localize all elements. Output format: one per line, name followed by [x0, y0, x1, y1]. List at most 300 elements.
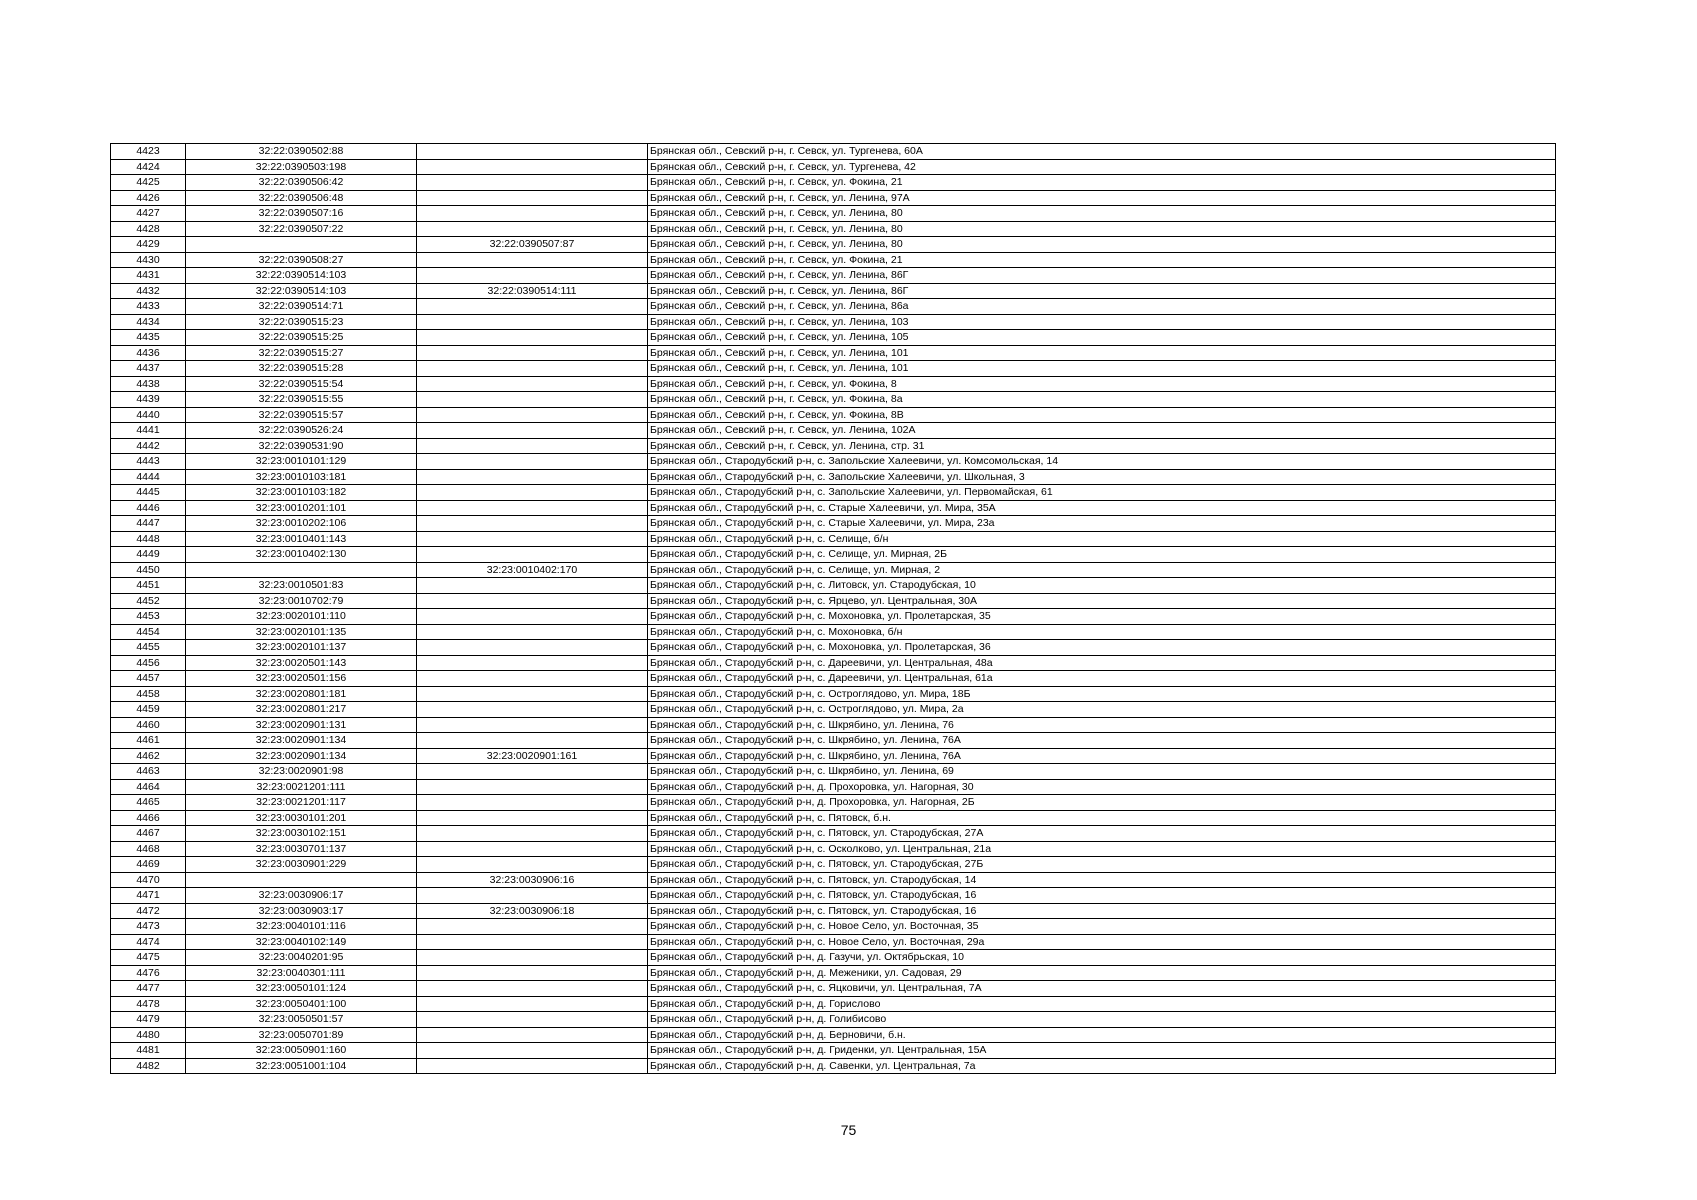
row-number-cell: 4439 — [111, 392, 186, 408]
cadastral-number-cell: 32:23:0050501:57 — [186, 1012, 417, 1028]
related-cadastral-number-cell — [417, 640, 648, 656]
cadastral-number-cell: 32:23:0020501:156 — [186, 671, 417, 687]
related-cadastral-number-cell: 32:23:0030906:18 — [417, 903, 648, 919]
related-cadastral-number-cell: 32:22:0390514:111 — [417, 283, 648, 299]
cadastral-number-cell: 32:22:0390515:28 — [186, 361, 417, 377]
address-cell: Брянская обл., Стародубский р-н, с. Дареевичи, ул. Центральная, 61а — [648, 671, 1556, 687]
row-number-cell: 4438 — [111, 376, 186, 392]
address-cell: Брянская обл., Севский р-н, г. Севск, ул. Ленина, 103 — [648, 314, 1556, 330]
row-number-cell: 4481 — [111, 1043, 186, 1059]
table-row — [111, 531, 1556, 547]
cadastral-number-cell: 32:23:0010103:182 — [186, 485, 417, 501]
address-cell: Брянская обл., Стародубский р-н, с. Остроглядово, ул. Мира, 18Б — [648, 686, 1556, 702]
table-row — [111, 237, 1556, 253]
table-row — [111, 655, 1556, 671]
cadastral-number-cell: 32:22:0390508:27 — [186, 252, 417, 268]
table-row — [111, 268, 1556, 284]
row-number-cell: 4459 — [111, 702, 186, 718]
row-number-cell: 4433 — [111, 299, 186, 315]
row-number-cell: 4425 — [111, 175, 186, 191]
row-number-cell: 4480 — [111, 1027, 186, 1043]
row-number-cell: 4477 — [111, 981, 186, 997]
table-row — [111, 562, 1556, 578]
related-cadastral-number-cell — [417, 779, 648, 795]
row-number-cell: 4437 — [111, 361, 186, 377]
address-cell: Брянская обл., Стародубский р-н, с. Шкрябино, ул. Ленина, 76А — [648, 733, 1556, 749]
cadastral-number-cell: 32:23:0021201:117 — [186, 795, 417, 811]
address-cell: Брянская обл., Стародубский р-н, с. Запольские Халеевичи, ул. Школьная, 3 — [648, 469, 1556, 485]
row-number-cell: 4453 — [111, 609, 186, 625]
related-cadastral-number-cell — [417, 252, 648, 268]
table-row — [111, 609, 1556, 625]
address-cell: Брянская обл., Стародубский р-н, с. Мохоновка, б/н — [648, 624, 1556, 640]
table-row — [111, 981, 1556, 997]
table-row — [111, 376, 1556, 392]
address-cell: Брянская обл., Стародубский р-н, с. Осколково, ул. Центральная, 21а — [648, 841, 1556, 857]
row-number-cell: 4449 — [111, 547, 186, 563]
cadastral-number-cell: 32:22:0390507:16 — [186, 206, 417, 222]
table-row — [111, 841, 1556, 857]
cadastral-number-cell: 32:23:0030102:151 — [186, 826, 417, 842]
cadastral-number-cell: 32:22:0390506:48 — [186, 190, 417, 206]
table-row — [111, 283, 1556, 299]
address-cell: Брянская обл., Севский р-н, г. Севск, ул. Фокина, 21 — [648, 252, 1556, 268]
row-number-cell: 4455 — [111, 640, 186, 656]
row-number-cell: 4454 — [111, 624, 186, 640]
address-cell: Брянская обл., Севский р-н, г. Севск, ул. Ленина, 80 — [648, 237, 1556, 253]
cadastral-number-cell: 32:23:0020901:134 — [186, 733, 417, 749]
related-cadastral-number-cell — [417, 609, 648, 625]
table-row — [111, 996, 1556, 1012]
registry-table — [110, 143, 1556, 1074]
related-cadastral-number-cell — [417, 438, 648, 454]
row-number-cell: 4435 — [111, 330, 186, 346]
cadastral-number-cell: 32:23:0020901:98 — [186, 764, 417, 780]
address-cell: Брянская обл., Севский р-н, г. Севск, ул. Фокина, 8В — [648, 407, 1556, 423]
row-number-cell: 4478 — [111, 996, 186, 1012]
row-number-cell: 4444 — [111, 469, 186, 485]
address-cell: Брянская обл., Стародубский р-н, д. Берновичи, б.н. — [648, 1027, 1556, 1043]
address-cell: Брянская обл., Севский р-н, г. Севск, ул. Ленина, 86Г — [648, 268, 1556, 284]
address-cell: Брянская обл., Стародубский р-н, с. Пятовск, ул. Стародубская, 27Б — [648, 857, 1556, 873]
table-row — [111, 965, 1556, 981]
related-cadastral-number-cell — [417, 1027, 648, 1043]
related-cadastral-number-cell — [417, 361, 648, 377]
cadastral-number-cell: 32:22:0390515:25 — [186, 330, 417, 346]
related-cadastral-number-cell — [417, 919, 648, 935]
related-cadastral-number-cell — [417, 950, 648, 966]
cadastral-number-cell: 32:23:0050101:124 — [186, 981, 417, 997]
cadastral-number-cell: 32:23:0030701:137 — [186, 841, 417, 857]
address-cell: Брянская обл., Стародубский р-н, с. Пятовск, ул. Стародубская, 27А — [648, 826, 1556, 842]
row-number-cell: 4467 — [111, 826, 186, 842]
address-cell: Брянская обл., Стародубский р-н, д. Савенки, ул. Центральная, 7а — [648, 1058, 1556, 1074]
related-cadastral-number-cell — [417, 392, 648, 408]
cadastral-number-cell: 32:23:0040301:111 — [186, 965, 417, 981]
cadastral-number-cell: 32:22:0390506:42 — [186, 175, 417, 191]
related-cadastral-number-cell: 32:23:0030906:16 — [417, 872, 648, 888]
table-row — [111, 1043, 1556, 1059]
address-cell: Брянская обл., Стародубский р-н, с. Яцковичи, ул. Центральная, 7А — [648, 981, 1556, 997]
table-row — [111, 857, 1556, 873]
related-cadastral-number-cell — [417, 268, 648, 284]
cadastral-number-cell: 32:23:0030101:201 — [186, 810, 417, 826]
table-row — [111, 516, 1556, 532]
related-cadastral-number-cell — [417, 299, 648, 315]
related-cadastral-number-cell — [417, 175, 648, 191]
row-number-cell: 4469 — [111, 857, 186, 873]
table-row — [111, 686, 1556, 702]
row-number-cell: 4458 — [111, 686, 186, 702]
cadastral-number-cell: 32:22:0390515:55 — [186, 392, 417, 408]
table-row — [111, 469, 1556, 485]
row-number-cell: 4463 — [111, 764, 186, 780]
row-number-cell: 4428 — [111, 221, 186, 237]
cadastral-number-cell: 32:22:0390531:90 — [186, 438, 417, 454]
row-number-cell: 4432 — [111, 283, 186, 299]
cadastral-number-cell: 32:23:0010103:181 — [186, 469, 417, 485]
address-cell: Брянская обл., Севский р-н, г. Севск, ул. Ленина, 101 — [648, 345, 1556, 361]
row-number-cell: 4482 — [111, 1058, 186, 1074]
related-cadastral-number-cell — [417, 981, 648, 997]
related-cadastral-number-cell — [417, 314, 648, 330]
related-cadastral-number-cell — [417, 423, 648, 439]
cadastral-number-cell: 32:23:0020801:181 — [186, 686, 417, 702]
related-cadastral-number-cell — [417, 206, 648, 222]
address-cell: Брянская обл., Севский р-н, г. Севск, ул. Ленина, 86Г — [648, 283, 1556, 299]
cadastral-number-cell: 32:22:0390526:24 — [186, 423, 417, 439]
table-row — [111, 206, 1556, 222]
row-number-cell: 4431 — [111, 268, 186, 284]
cadastral-number-cell: 32:23:0020101:137 — [186, 640, 417, 656]
table-row — [111, 438, 1556, 454]
cadastral-number-cell: 32:23:0030903:17 — [186, 903, 417, 919]
related-cadastral-number-cell — [417, 996, 648, 1012]
table-row — [111, 733, 1556, 749]
table-row — [111, 888, 1556, 904]
page-number: 75 — [840, 1122, 857, 1138]
cadastral-number-cell: 32:23:0020101:135 — [186, 624, 417, 640]
cadastral-number-cell: 32:23:0020101:110 — [186, 609, 417, 625]
row-number-cell: 4457 — [111, 671, 186, 687]
address-cell: Брянская обл., Стародубский р-н, с. Запольские Халеевичи, ул. Первомайская, 61 — [648, 485, 1556, 501]
cadastral-number-cell: 32:22:0390503:198 — [186, 159, 417, 175]
cadastral-number-cell: 32:23:0050701:89 — [186, 1027, 417, 1043]
related-cadastral-number-cell: 32:23:0010402:170 — [417, 562, 648, 578]
row-number-cell: 4452 — [111, 593, 186, 609]
cadastral-number-cell: 32:22:0390515:57 — [186, 407, 417, 423]
table-row — [111, 407, 1556, 423]
row-number-cell: 4450 — [111, 562, 186, 578]
table-row — [111, 950, 1556, 966]
cadastral-number-cell: 32:23:0010202:106 — [186, 516, 417, 532]
related-cadastral-number-cell — [417, 1012, 648, 1028]
address-cell: Брянская обл., Стародубский р-н, с. Мохоновка, ул. Пролетарская, 36 — [648, 640, 1556, 656]
table-row — [111, 345, 1556, 361]
row-number-cell: 4466 — [111, 810, 186, 826]
cadastral-number-cell: 32:23:0020901:134 — [186, 748, 417, 764]
row-number-cell: 4446 — [111, 500, 186, 516]
row-number-cell: 4462 — [111, 748, 186, 764]
row-number-cell: 4423 — [111, 144, 186, 160]
related-cadastral-number-cell — [417, 857, 648, 873]
table-row — [111, 826, 1556, 842]
table-row — [111, 578, 1556, 594]
cadastral-number-cell — [186, 237, 417, 253]
address-cell: Брянская обл., Стародубский р-н, с. Старые Халеевичи, ул. Мира, 35А — [648, 500, 1556, 516]
row-number-cell: 4430 — [111, 252, 186, 268]
related-cadastral-number-cell — [417, 965, 648, 981]
address-cell: Брянская обл., Севский р-н, г. Севск, ул. Фокина, 8 — [648, 376, 1556, 392]
cadastral-number-cell: 32:23:0020501:143 — [186, 655, 417, 671]
cadastral-number-cell: 32:22:0390514:71 — [186, 299, 417, 315]
row-number-cell: 4464 — [111, 779, 186, 795]
related-cadastral-number-cell — [417, 531, 648, 547]
cadastral-number-cell: 32:23:0040101:116 — [186, 919, 417, 935]
related-cadastral-number-cell — [417, 190, 648, 206]
address-cell: Брянская обл., Стародубский р-н, с. Селище, б/н — [648, 531, 1556, 547]
address-cell: Брянская обл., Стародубский р-н, с. Остроглядово, ул. Мира, 2а — [648, 702, 1556, 718]
cadastral-number-cell: 32:22:0390502:88 — [186, 144, 417, 160]
table-row — [111, 314, 1556, 330]
cadastral-number-cell: 32:23:0051001:104 — [186, 1058, 417, 1074]
address-cell: Брянская обл., Стародубский р-н, с. Пятовск, ул. Стародубская, 16 — [648, 888, 1556, 904]
row-number-cell: 4471 — [111, 888, 186, 904]
row-number-cell: 4476 — [111, 965, 186, 981]
table-row — [111, 764, 1556, 780]
table-row — [111, 190, 1556, 206]
table-row — [111, 795, 1556, 811]
table-row — [111, 299, 1556, 315]
address-cell: Брянская обл., Стародубский р-н, с. Шкрябино, ул. Ленина, 76 — [648, 717, 1556, 733]
row-number-cell: 4473 — [111, 919, 186, 935]
address-cell: Брянская обл., Стародубский р-н, с. Шкрябино, ул. Ленина, 69 — [648, 764, 1556, 780]
address-cell: Брянская обл., Стародубский р-н, с. Запольские Халеевичи, ул. Комсомольская, 14 — [648, 454, 1556, 470]
cadastral-number-cell: 32:22:0390514:103 — [186, 268, 417, 284]
table-row — [111, 717, 1556, 733]
cadastral-number-cell — [186, 872, 417, 888]
table-row — [111, 1012, 1556, 1028]
related-cadastral-number-cell — [417, 841, 648, 857]
row-number-cell: 4451 — [111, 578, 186, 594]
related-cadastral-number-cell — [417, 764, 648, 780]
address-cell: Брянская обл., Стародубский р-н, с. Новое Село, ул. Восточная, 35 — [648, 919, 1556, 935]
related-cadastral-number-cell — [417, 578, 648, 594]
address-cell: Брянская обл., Севский р-н, г. Севск, ул. Тургенева, 42 — [648, 159, 1556, 175]
address-cell: Брянская обл., Стародубский р-н, д. Газучи, ул. Октябрьская, 10 — [648, 950, 1556, 966]
related-cadastral-number-cell — [417, 469, 648, 485]
row-number-cell: 4429 — [111, 237, 186, 253]
row-number-cell: 4443 — [111, 454, 186, 470]
related-cadastral-number-cell — [417, 1058, 648, 1074]
cadastral-number-cell: 32:23:0010401:143 — [186, 531, 417, 547]
table-row — [111, 392, 1556, 408]
table-row — [111, 934, 1556, 950]
cadastral-number-cell: 32:23:0021201:111 — [186, 779, 417, 795]
table-row — [111, 872, 1556, 888]
row-number-cell: 4448 — [111, 531, 186, 547]
cadastral-number-cell: 32:23:0010101:129 — [186, 454, 417, 470]
table-row — [111, 1058, 1556, 1074]
address-cell: Брянская обл., Стародубский р-н, д. Горислово — [648, 996, 1556, 1012]
cadastral-number-cell: 32:23:0020801:217 — [186, 702, 417, 718]
address-cell: Брянская обл., Севский р-н, г. Севск, ул. Ленина, 101 — [648, 361, 1556, 377]
table-row — [111, 361, 1556, 377]
row-number-cell: 4424 — [111, 159, 186, 175]
row-number-cell: 4461 — [111, 733, 186, 749]
address-cell: Брянская обл., Стародубский р-н, с. Шкрябино, ул. Ленина, 76А — [648, 748, 1556, 764]
address-cell: Брянская обл., Севский р-н, г. Севск, ул. Ленина, 80 — [648, 221, 1556, 237]
related-cadastral-number-cell — [417, 810, 648, 826]
cadastral-number-cell: 32:23:0040201:95 — [186, 950, 417, 966]
address-cell: Брянская обл., Севский р-н, г. Севск, ул. Ленина, 105 — [648, 330, 1556, 346]
cadastral-number-cell: 32:23:0040102:149 — [186, 934, 417, 950]
cadastral-number-cell: 32:23:0030901:229 — [186, 857, 417, 873]
table-row — [111, 919, 1556, 935]
address-cell: Брянская обл., Стародубский р-н, д. Гриденки, ул. Центральная, 15А — [648, 1043, 1556, 1059]
related-cadastral-number-cell — [417, 454, 648, 470]
related-cadastral-number-cell — [417, 733, 648, 749]
table-row — [111, 903, 1556, 919]
table-row — [111, 810, 1556, 826]
cadastral-number-cell: 32:22:0390507:22 — [186, 221, 417, 237]
cadastral-number-cell: 32:22:0390514:103 — [186, 283, 417, 299]
table-row — [111, 624, 1556, 640]
table-row — [111, 779, 1556, 795]
row-number-cell: 4442 — [111, 438, 186, 454]
table-row — [111, 547, 1556, 563]
row-number-cell: 4460 — [111, 717, 186, 733]
related-cadastral-number-cell — [417, 516, 648, 532]
cadastral-number-cell: 32:22:0390515:23 — [186, 314, 417, 330]
cadastral-number-cell — [186, 562, 417, 578]
table-row — [111, 500, 1556, 516]
table-row — [111, 593, 1556, 609]
table-row — [111, 252, 1556, 268]
related-cadastral-number-cell — [417, 221, 648, 237]
related-cadastral-number-cell — [417, 485, 648, 501]
related-cadastral-number-cell: 32:23:0020901:161 — [417, 748, 648, 764]
address-cell: Брянская обл., Стародубский р-н, с. Пятовск, б.н. — [648, 810, 1556, 826]
address-cell: Брянская обл., Стародубский р-н, д. Голибисово — [648, 1012, 1556, 1028]
related-cadastral-number-cell — [417, 330, 648, 346]
related-cadastral-number-cell — [417, 888, 648, 904]
address-cell: Брянская обл., Севский р-н, г. Севск, ул. Ленина, 102А — [648, 423, 1556, 439]
address-cell: Брянская обл., Севский р-н, г. Севск, ул. Тургенева, 60А — [648, 144, 1556, 160]
table-row — [111, 175, 1556, 191]
row-number-cell: 4447 — [111, 516, 186, 532]
address-cell: Брянская обл., Стародубский р-н, с. Пятовск, ул. Стародубская, 16 — [648, 903, 1556, 919]
row-number-cell: 4479 — [111, 1012, 186, 1028]
address-cell: Брянская обл., Стародубский р-н, с. Пятовск, ул. Стародубская, 14 — [648, 872, 1556, 888]
row-number-cell: 4474 — [111, 934, 186, 950]
address-cell: Брянская обл., Севский р-н, г. Севск, ул. Фокина, 21 — [648, 175, 1556, 191]
related-cadastral-number-cell — [417, 717, 648, 733]
row-number-cell: 4472 — [111, 903, 186, 919]
table-row — [111, 330, 1556, 346]
address-cell: Брянская обл., Стародубский р-н, с. Новое Село, ул. Восточная, 29а — [648, 934, 1556, 950]
table-row — [111, 702, 1556, 718]
related-cadastral-number-cell — [417, 671, 648, 687]
address-cell: Брянская обл., Стародубский р-н, с. Селище, ул. Мирная, 2 — [648, 562, 1556, 578]
address-cell: Брянская обл., Севский р-н, г. Севск, ул. Ленина, 80 — [648, 206, 1556, 222]
row-number-cell: 4468 — [111, 841, 186, 857]
related-cadastral-number-cell — [417, 593, 648, 609]
address-cell: Брянская обл., Стародубский р-н, с. Мохоновка, ул. Пролетарская, 35 — [648, 609, 1556, 625]
related-cadastral-number-cell: 32:22:0390507:87 — [417, 237, 648, 253]
row-number-cell: 4441 — [111, 423, 186, 439]
related-cadastral-number-cell — [417, 795, 648, 811]
table-row — [111, 485, 1556, 501]
table-row — [111, 640, 1556, 656]
row-number-cell: 4436 — [111, 345, 186, 361]
row-number-cell: 4434 — [111, 314, 186, 330]
address-cell: Брянская обл., Стародубский р-н, с. Дареевичи, ул. Центральная, 48а — [648, 655, 1556, 671]
related-cadastral-number-cell — [417, 345, 648, 361]
cadastral-number-cell: 32:23:0010702:79 — [186, 593, 417, 609]
registry-table-body — [111, 144, 1556, 1074]
row-number-cell: 4470 — [111, 872, 186, 888]
related-cadastral-number-cell — [417, 934, 648, 950]
cadastral-number-cell: 32:23:0010402:130 — [186, 547, 417, 563]
related-cadastral-number-cell — [417, 376, 648, 392]
row-number-cell: 4465 — [111, 795, 186, 811]
cadastral-number-cell: 32:23:0010501:83 — [186, 578, 417, 594]
row-number-cell: 4440 — [111, 407, 186, 423]
related-cadastral-number-cell — [417, 407, 648, 423]
cadastral-number-cell: 32:23:0050401:100 — [186, 996, 417, 1012]
related-cadastral-number-cell — [417, 686, 648, 702]
cadastral-number-cell: 32:22:0390515:27 — [186, 345, 417, 361]
address-cell: Брянская обл., Стародубский р-н, с. Старые Халеевичи, ул. Мира, 23а — [648, 516, 1556, 532]
related-cadastral-number-cell — [417, 547, 648, 563]
related-cadastral-number-cell — [417, 624, 648, 640]
related-cadastral-number-cell — [417, 144, 648, 160]
table-row — [111, 221, 1556, 237]
table-row — [111, 423, 1556, 439]
related-cadastral-number-cell — [417, 159, 648, 175]
related-cadastral-number-cell — [417, 702, 648, 718]
table-row — [111, 1027, 1556, 1043]
related-cadastral-number-cell — [417, 500, 648, 516]
cadastral-number-cell: 32:23:0010201:101 — [186, 500, 417, 516]
address-cell: Брянская обл., Стародубский р-н, д. Прохоровка, ул. Нагорная, 30 — [648, 779, 1556, 795]
row-number-cell: 4426 — [111, 190, 186, 206]
address-cell: Брянская обл., Стародубский р-н, с. Литовск, ул. Стародубская, 10 — [648, 578, 1556, 594]
cadastral-number-cell: 32:22:0390515:54 — [186, 376, 417, 392]
table-row — [111, 671, 1556, 687]
row-number-cell: 4456 — [111, 655, 186, 671]
table-row — [111, 454, 1556, 470]
address-cell: Брянская обл., Стародубский р-н, д. Меженики, ул. Садовая, 29 — [648, 965, 1556, 981]
address-cell: Брянская обл., Севский р-н, г. Севск, ул. Ленина, 86а — [648, 299, 1556, 315]
table-row — [111, 159, 1556, 175]
row-number-cell: 4427 — [111, 206, 186, 222]
related-cadastral-number-cell — [417, 1043, 648, 1059]
table-row — [111, 144, 1556, 160]
address-cell: Брянская обл., Севский р-н, г. Севск, ул. Ленина, 97А — [648, 190, 1556, 206]
related-cadastral-number-cell — [417, 655, 648, 671]
cadastral-number-cell: 32:23:0030906:17 — [186, 888, 417, 904]
address-cell: Брянская обл., Стародубский р-н, с. Ярцево, ул. Центральная, 30А — [648, 593, 1556, 609]
cadastral-number-cell: 32:23:0020901:131 — [186, 717, 417, 733]
address-cell: Брянская обл., Стародубский р-н, с. Селище, ул. Мирная, 2Б — [648, 547, 1556, 563]
address-cell: Брянская обл., Севский р-н, г. Севск, ул. Ленина, стр. 31 — [648, 438, 1556, 454]
row-number-cell: 4475 — [111, 950, 186, 966]
cadastral-number-cell: 32:23:0050901:160 — [186, 1043, 417, 1059]
related-cadastral-number-cell — [417, 826, 648, 842]
table-row — [111, 748, 1556, 764]
